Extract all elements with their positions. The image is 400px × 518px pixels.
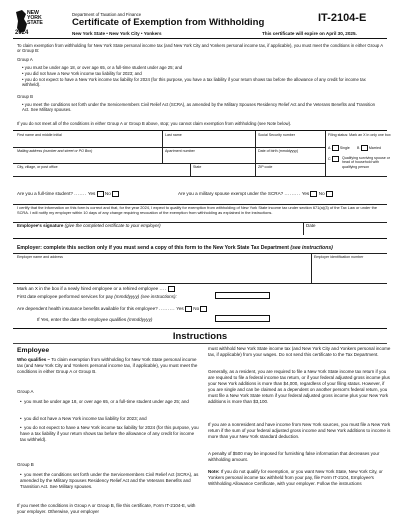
qualify-date-field[interactable] bbox=[215, 315, 270, 322]
student-yes-label: Yes bbox=[87, 191, 96, 197]
nys-logo bbox=[13, 9, 49, 37]
first-date-note: (mmddyyyy) bbox=[114, 294, 140, 299]
employer-line-2 bbox=[13, 283, 387, 284]
claim-intro: To claim exemption from withholding for New York State personal income tax (and New York City and Yonkers personal income tax, if applicable), you must meet the conditions in either Group A or Group B: bbox=[17, 43, 383, 54]
ein-field[interactable] bbox=[314, 260, 388, 282]
department-name: Department of Taxation and Finance bbox=[72, 12, 142, 17]
group-b-item-1: • you meet the conditions set forth under the Servicemembers Civil Relief Act (SCRA), as amended by the Military Spouses Residency Relief Act and the Veterans Benefits and Transition Act. See Military spouses. bbox=[22, 102, 376, 113]
who-qualifies-label: Who qualifies – bbox=[17, 357, 51, 362]
group-b-text-1: you meet the conditions set forth under the Servicemembers Civil Relief Act (SCRA), as amended by the Military Spouses Residency Relief Act and the Veterans Benefits and Transition Act. See Military spouses. bbox=[22, 102, 376, 113]
form-title: Certificate of Exemption from Withholding bbox=[72, 16, 265, 28]
instr-a2-text: you did not have a New York income tax liability for 2023; and bbox=[24, 416, 147, 421]
qualifying-option[interactable]: C Qualifying surviving spouse or head of household with qualifying person bbox=[328, 156, 396, 162]
first-date-field[interactable] bbox=[215, 292, 270, 299]
if-meet-para: If you meet the conditions in Group A or Group B, file this certificate, Form IT-2104-E, with your employer. Otherwise, your employer bbox=[17, 503, 196, 514]
employer-name-label: Employer name and address bbox=[17, 255, 63, 259]
right-para-2: Generally, as a resident, you are required to file a New York State income tax return if you are required to file a federal income tax return, or if your federal adjusted gross income plus your New York additions is more than $4,000, regardless of your filing status. However, if you are single and can be claimed as a dependent on another person's federal return, you must file a New York State return if your federal adjusted gross income plus your New York additions is more than $3,100. bbox=[208, 369, 390, 404]
health-no-label: No bbox=[193, 306, 200, 312]
divider-apt bbox=[162, 147, 163, 163]
instr-group-a-item-2: • you did not have a New York income tax liability for 2023; and bbox=[20, 416, 147, 421]
first-date-text: First date employee performed services for pay bbox=[17, 294, 113, 299]
health-row: Are dependent health insurance benefits available for this employee? ......... Yes No bbox=[17, 306, 207, 312]
first-name-label: First name and middle initial bbox=[17, 133, 62, 137]
first-date-see-instr: (see instructions): bbox=[140, 294, 177, 299]
signature-note: (give the completed certificate to your employer) bbox=[64, 223, 161, 228]
divider-date bbox=[303, 222, 304, 235]
single-checkbox[interactable] bbox=[332, 145, 339, 151]
group-a-item-2: • you did not have a New York income tax liability for 2023; and bbox=[22, 71, 142, 76]
rehire-checkbox[interactable] bbox=[168, 286, 175, 292]
right-para-1: must withhold New York State income tax (and New York City and Yonkers personal income tax, if applicable) from your wages. Do not send this certificate to the Tax Department. bbox=[208, 346, 391, 357]
row-line-1 bbox=[13, 147, 325, 148]
city-label: City, village, or post office bbox=[17, 165, 58, 169]
student-question: Are you a full-time student? ....... Yes No bbox=[17, 191, 119, 197]
who-qualifies-text: To claim exemption from withholding for New York State personal income tax (and New York City and Yonkers personal income tax, if applicable), you must meet the conditions in either Group A or Group B. bbox=[17, 357, 198, 374]
group-a-item-3: • you do not expect to have a New York income tax liability for 2024 (for this purpose, you have a tax liability if your return shows tax before the allowance of any credit for income tax withheld). bbox=[22, 77, 366, 88]
instructions-heading: Instructions bbox=[172, 331, 228, 342]
note-label: Note: bbox=[208, 469, 220, 474]
group-a-text-2: you did not have a New York income tax liability for 2023; and bbox=[24, 71, 142, 76]
last-name-label: Last name bbox=[165, 133, 182, 137]
form-id: IT-2104-E bbox=[318, 12, 367, 24]
divider-state bbox=[190, 163, 191, 176]
first-date-row bbox=[17, 294, 177, 300]
signature-field[interactable] bbox=[17, 229, 302, 235]
divider-ein bbox=[311, 253, 312, 283]
instr-group-a-item-1: • you must be under age 18, or over age 65, or a full-time student under age 25; and bbox=[20, 399, 189, 404]
health-no-checkbox[interactable] bbox=[200, 306, 207, 312]
if-yes-note: (mmddyyyy) bbox=[127, 317, 153, 322]
ssn-label: Social Security number bbox=[258, 133, 295, 137]
married-label: Married bbox=[368, 146, 381, 151]
instr-a1-text: you must be under age 18, or over age 65, or a full-time student under age 25; and bbox=[24, 399, 189, 404]
employee-heading: Employee bbox=[17, 347, 50, 354]
military-yes-label: Yes bbox=[301, 191, 310, 197]
claim-divider bbox=[13, 130, 387, 131]
instr-group-a-item-3: • you do not expect to have a New York income tax liability for 2024 (for this purpose, you have a tax liability if your return shows tax before the allowance of any credit for income tax withheld). bbox=[20, 425, 199, 442]
instr-a3-text: you do not expect to have a New York income tax liability for 2024 (for this purpose, you have a tax liability if your return shows tax before the allowance of any credit for income tax withheld). bbox=[20, 425, 199, 442]
employer-heading-text: Employer: complete this section only if you must send a copy of this form to the New York State Tax Department bbox=[17, 245, 289, 251]
employer-name-field[interactable] bbox=[17, 260, 307, 282]
health-yes-checkbox[interactable] bbox=[185, 306, 192, 312]
dob-label: Date of birth (mmddyyyy) bbox=[258, 149, 299, 153]
student-no-label: No bbox=[104, 191, 111, 197]
if-yes-text: If Yes, enter the date the employee qualifies bbox=[37, 317, 127, 322]
note-text: If you do not qualify for exemption, or you want New York State, New York City, or Yonkers personal income tax withheld from your pay, file Form IT-2104, Employee's Withholding Allowance Certificate, with your employer. Follow the instructions bbox=[208, 469, 383, 486]
divider-name bbox=[162, 131, 163, 147]
employer-divider bbox=[13, 238, 387, 239]
signature-label bbox=[17, 223, 161, 229]
rehire-text: Mark an X in the box if a newly hired employee or a rehired employee bbox=[17, 286, 159, 292]
group-a-label: Group A bbox=[17, 57, 33, 62]
who-qualifies-para bbox=[17, 357, 200, 375]
instr-b1-text: you meet the conditions set forth under the Servicemembers Civil Relief Act (SCRA), as amended by the Military Spouses Residency Relief Act and the Veterans Benefits and Transition Act. See Military spouses. bbox=[20, 472, 199, 489]
logo-york: YORK bbox=[27, 15, 42, 21]
student-yes-checkbox[interactable] bbox=[97, 191, 104, 197]
apartment-label: Apartment number bbox=[165, 149, 195, 153]
military-no-label: No bbox=[318, 191, 325, 197]
right-para-3: If you are a nonresident and have income from New York sources, you must file a New York return if the sum of your federal adjusted gross income and New York additions to income is more than your New York standard deduction. bbox=[208, 422, 391, 439]
student-no-checkbox[interactable] bbox=[112, 191, 119, 197]
claim-warning: If you do not meet all of the conditions in either Group A or Group B above, stop; you cannot claim exemption from withholding (see Note below). bbox=[17, 121, 292, 126]
signature-label-text: Employee's signature bbox=[17, 223, 64, 228]
instructions-underline bbox=[13, 343, 387, 344]
married-option[interactable]: B Married bbox=[357, 146, 381, 151]
employer-heading bbox=[17, 245, 333, 251]
zip-label: ZIP code bbox=[258, 165, 273, 169]
expiration-notice: This certificate will expire on April 30, 2025. bbox=[262, 31, 357, 36]
divider-ssn bbox=[255, 131, 256, 176]
married-checkbox[interactable] bbox=[361, 145, 368, 151]
employer-line-1 bbox=[13, 253, 387, 254]
instructions-divider bbox=[13, 328, 387, 329]
group-a-text-3: you do not expect to have a New York income tax liability for 2024 (for this purpose, you have a tax liability if your return shows tax before the allowance of any credit for income tax withheld). bbox=[22, 77, 366, 88]
group-a-item-1: • you must be under age 18, or over age 65, or a full-time student under age 25; and bbox=[22, 65, 183, 70]
single-label: Single bbox=[339, 146, 350, 151]
state-label: State bbox=[193, 165, 202, 169]
single-option[interactable]: A Single bbox=[328, 146, 350, 151]
health-yes-label: Yes bbox=[176, 306, 184, 312]
group-b-label: Group B bbox=[17, 94, 34, 99]
divider-status bbox=[325, 131, 326, 176]
group-a-text-1: you must be under age 18, or over age 65, or a full-time student under age 25; and bbox=[24, 65, 183, 70]
ein-label: Employer identification number bbox=[314, 255, 364, 259]
header-divider bbox=[13, 38, 387, 39]
row-line-3 bbox=[13, 176, 387, 177]
military-no-checkbox[interactable] bbox=[326, 191, 333, 197]
military-question: Are you a military spouse exempt under the SCRA? ......... Yes No bbox=[178, 191, 333, 197]
right-para-5 bbox=[208, 469, 391, 487]
mailing-address-label: Mailing address (number and street or PO Box) bbox=[17, 149, 93, 153]
qualifying-label: Qualifying surviving spouse or head of household with qualifying person bbox=[342, 156, 390, 169]
jurisdictions: New York State • New York City • Yonkers bbox=[72, 31, 162, 36]
date-label: Date bbox=[306, 223, 316, 228]
logo-state: STATE bbox=[27, 20, 43, 26]
logo-new: NEW bbox=[27, 10, 39, 16]
row-line-2 bbox=[13, 163, 325, 164]
health-question-text: Are dependent health insurance benefits available for this employee? bbox=[17, 306, 158, 312]
filing-status-label: Filing status: Mark an X in only one box bbox=[328, 133, 391, 137]
date-field[interactable] bbox=[306, 229, 388, 235]
military-question-text: Are you a military spouse exempt under the SCRA? bbox=[178, 191, 284, 197]
rehire-row: Mark an X in the box if a newly hired employee or a rehired employee .... bbox=[17, 286, 175, 292]
certification-text: I certify that the information on this form is correct and that, for the year 2024, I expect to qualify for exemption from withholding of New York State income tax under section 671(a)(3) of the Tax Law or under the SCRA. I will notify my employer within 10 days of any change requiring revocation of the exemption from withholding as explained in the instructions. bbox=[17, 205, 377, 215]
form-year: 2024 bbox=[15, 30, 29, 36]
instr-group-b-item-1: • you meet the conditions set forth under the Servicemembers Civil Relief Act (SCRA), as amended by the Military Spouses Residency Relief Act and the Veterans Benefits and Transition Act. See Military spouses. bbox=[20, 472, 199, 489]
right-para-4: A penalty of $500 may be imposed for furnishing false information that decreases your withholding amount. bbox=[208, 451, 380, 462]
employer-heading-note: (see instructions) bbox=[290, 245, 333, 251]
military-yes-checkbox[interactable] bbox=[310, 191, 317, 197]
student-question-text: Are you a full-time student? bbox=[17, 191, 73, 197]
instr-group-a-label: Group A bbox=[17, 389, 34, 394]
if-yes-row bbox=[37, 317, 152, 323]
qualifying-checkbox[interactable] bbox=[332, 156, 339, 162]
instr-group-b-label: Group B bbox=[17, 462, 34, 467]
